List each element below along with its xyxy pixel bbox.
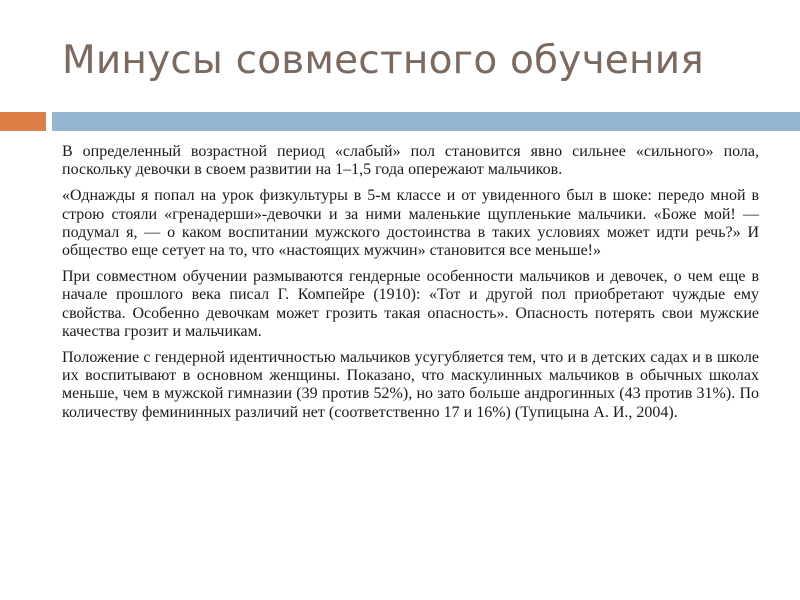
slide-title: Минусы совместного обучения <box>62 38 704 83</box>
body-paragraph: «Однажды я попал на урок физкультуры в 5-м классе и от увиденного был в шоке: передо мной в строю стояли «гренадерши»-девочки и за ними маленькие щупленькие мальчики. «Боже мой! — подумал я, — о каком воспитании мужского достоинства в таких условиях может идти речь?» И общество еще сетует на то, что «настоящих мужчин» становится все меньше!» <box>62 187 759 260</box>
title-divider-bar <box>52 112 800 131</box>
slide-body <box>62 143 759 430</box>
body-paragraph: При совместном обучении размываются гендерные особенности мальчиков и девочек, о чем еще в начале прошлого века писал Г. Компейре (1910): «Тот и другой пол приобретают чуждые ему свойства. Особенно девочкам может грозить такая опасность». Опасность потерять свои мужские качества грозит и мальчикам. <box>62 268 759 340</box>
body-paragraph: В определенный возрастной период «слабый» пол становится явно сильнее «сильного» пола, поскольку девочки в своем развитии на 1–1,5 года опережают мальчиков. <box>62 143 759 179</box>
body-paragraph: Положение с гендерной идентичностью мальчиков усугубляется тем, что и в детских садах и в школе их воспитывают в основном женщины. Показано, что маскулинных мальчиков в обычных школах меньше, чем в мужской гимназии (39 против 52%), но зато больше андрогинных (43 против 31%). По количеству фемининных различий нет (соответственно 17 и 16%) (Тупицына А. И., 2004). <box>62 349 759 421</box>
title-accent-bar <box>0 112 46 131</box>
